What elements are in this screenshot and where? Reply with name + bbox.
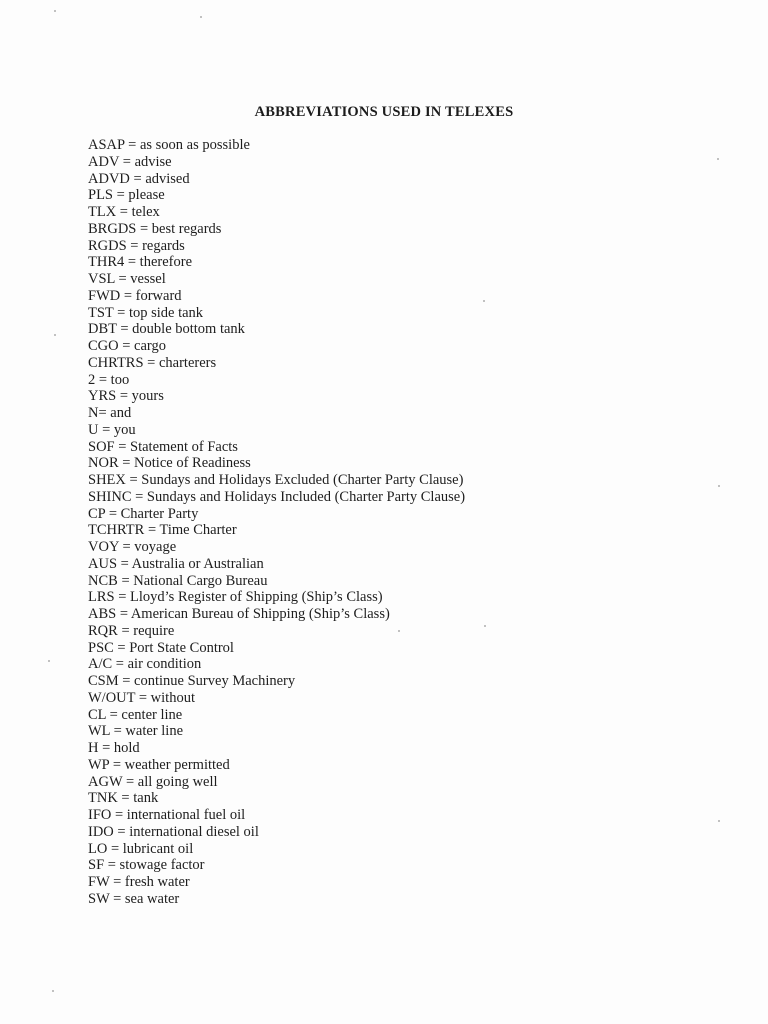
abbreviation-entry: IFO = international fuel oil [88,807,246,823]
scan-speck [48,660,50,662]
abbreviation-entry: FW = fresh water [88,874,190,890]
abbreviation-entry: AUS = Australia or Australian [88,555,264,572]
scan-speck [398,630,400,632]
abbreviation-entry: A/C = air condition [88,656,202,673]
abbreviation-entry: VOY = voyage [88,539,177,555]
abbreviation-entry: DBT = double bottom tank [88,321,245,338]
abbreviation-entry: THR4 = therefore [88,254,192,271]
abbreviation-entry: YRS = yours [88,388,164,405]
abbreviation-entry: WP = weather permitted [88,756,230,773]
abbreviation-entry: PLS = please [88,187,165,204]
abbreviation-entry: N= and [88,405,132,421]
abbreviation-entry: NCB = National Cargo Bureau [88,572,268,589]
abbreviation-entry: TCHRTR = Time Charter [88,522,237,539]
abbreviation-entry: ABS = American Bureau of Shipping (Ship’s Class) [88,606,390,622]
abbreviation-entry: AGW = all going well [88,773,218,790]
abbreviation-entry: WL = water line [88,723,184,740]
scan-speck [52,990,54,992]
scan-speck [54,10,56,12]
abbreviation-entry: SF = stowage factor [88,857,205,874]
abbreviation-entry: LRS = Lloyd’s Register of Shipping (Ship’s Class) [88,589,383,606]
abbreviation-entry: IDO = international diesel oil [88,823,259,840]
abbreviation-entry: TST = top side tank [88,304,204,321]
abbreviation-entry: U = you [88,421,136,438]
abbreviation-entry: ADV = advise [88,153,172,170]
scan-speck [200,16,202,18]
abbreviation-entry: TNK = tank [88,790,159,807]
abbreviation-entry: TLX = telex [88,204,160,220]
scan-speck [483,300,485,302]
scan-speck [54,334,56,336]
abbreviation-entry: CHRTRS = charterers [88,354,217,371]
abbreviation-entry: FWD = forward [88,287,182,304]
scan-speck [717,158,719,160]
abbreviation-entry: 2 = too [88,371,130,388]
abbreviation-entry: SW = sea water [88,890,180,907]
abbreviation-entry: CL = center line [88,706,183,723]
abbreviation-entry: NOR = Notice of Readiness [88,455,251,472]
abbreviation-entry: BRGDS = best regards [88,220,222,237]
scan-speck [718,485,720,487]
scan-speck [484,625,486,627]
abbreviation-entry: SHEX = Sundays and Holidays Excluded (Charter Party Clause) [88,472,464,488]
abbreviation-entry: RQR = require [88,622,175,639]
abbreviation-entry: SHINC = Sundays and Holidays Included (Charter Party Clause) [88,488,466,505]
page-title: ABBREVIATIONS USED IN TELEXES [254,104,514,120]
abbreviation-entry: CGO = cargo [88,338,166,354]
abbreviation-entry: CP = Charter Party [88,505,199,522]
abbreviation-entry: W/OUT = without [88,689,195,706]
abbreviation-entry: SOF = Statement of Facts [88,438,238,455]
abbreviation-entry: PSC = Port State Control [88,639,234,656]
abbreviation-entry: CSM = continue Survey Machinery [88,673,296,689]
abbreviation-entry: VSL = vessel [88,271,166,287]
abbreviation-entry: ADVD = advised [88,170,190,187]
scan-speck [718,820,720,822]
abbreviation-entry: H = hold [88,740,140,756]
abbreviation-list [88,137,465,908]
abbreviation-entry: RGDS = regards [88,237,185,254]
abbreviation-entry: LO = lubricant oil [88,840,194,857]
abbreviation-entry: ASAP = as soon as possible [88,137,250,153]
